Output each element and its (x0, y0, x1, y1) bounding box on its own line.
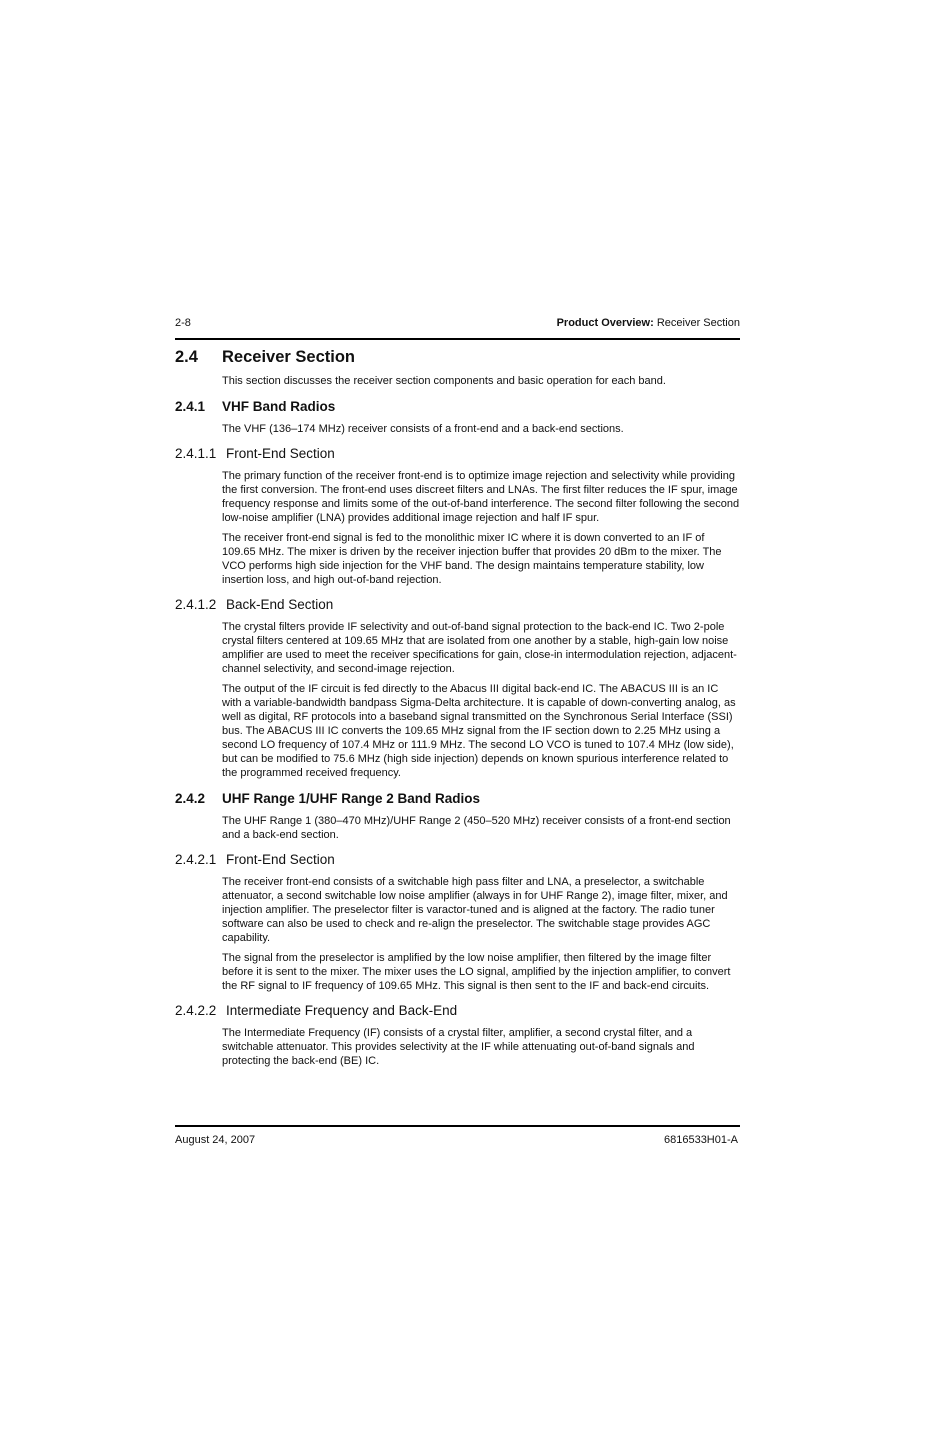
subsection-title: UHF Range 1/UHF Range 2 Band Radios (222, 791, 481, 806)
paragraph: The receiver front-end signal is fed to the monolithic mixer IC where it is down converted to an IF of 109.65 MHz. The mixer is driven by the receiver injection buffer that provides 20 dBm to the mixer. The VCO performs high side injection for the VHF band. The design maintains temperature stability, low insertion loss, and high out-of-band rejection. (222, 532, 722, 586)
subsubsection-heading (175, 445, 740, 463)
footer-date: August 24, 2007 (175, 1134, 256, 1146)
subsubsection-title: Front-End Section (226, 852, 335, 867)
paragraph: The crystal filters provide IF selectivity and out-of-band signal protection to the back-end IC. Two 2-pole crystal filters centered at 109.65 MHz that are isolated from one another by a stable, high-gain low noise amplifier are used to meet the receiver specifications for gain, close-in intermodulation rejection, adjacent-channel selectivity, and second-image rejection. (222, 621, 737, 675)
subsubsection-number: 2.4.2.1 (175, 852, 217, 867)
paragraph: The Intermediate Frequency (IF) consists of a crystal filter, amplifier, a second crystal filter, and a switchable attenuator. This provides selectivity at the IF while attenuating out-of-band signals and protecting the back-end (BE) IC. (222, 1027, 695, 1067)
subsubsection-number: 2.4.1.2 (175, 597, 217, 612)
subsubsection-heading (175, 851, 740, 869)
running-title (557, 317, 740, 329)
page-number: 2-8 (175, 317, 191, 329)
section-title: Receiver Section (222, 348, 355, 366)
subsubsection-heading (175, 596, 740, 614)
subsection-number: 2.4.2 (175, 791, 206, 806)
page-content (175, 346, 740, 1074)
subsubsection-heading (175, 1002, 740, 1020)
running-title-bold: Product Overview: (556, 317, 654, 329)
subsection-title: VHF Band Radios (222, 399, 336, 414)
paragraph: This section discusses the receiver section components and basic operation for each band. (222, 375, 666, 387)
subsubsection-number: 2.4.1.1 (175, 446, 217, 461)
running-title-rest: Receiver Section (653, 317, 740, 329)
page-header (175, 316, 740, 340)
subsubsection-title: Back-End Section (226, 597, 334, 612)
subsubsection-title: Front-End Section (226, 446, 335, 461)
paragraph: The VHF (136–174 MHz) receiver consists of a front-end and a back-end sections. (222, 423, 624, 435)
paragraph: The output of the IF circuit is fed directly to the Abacus III digital back-end IC. The ABACUS III is an IC with a variable-bandwidth bandpass Sigma-Delta architecture. It is capable of down-converting analog, as well as digital, RF protocols into a baseband signal transmitted on the Synchronous Serial Interface (SSI) bus. The ABACUS III IC converts the 109.65 MHz signal from the IF section down to 2.25 MHz using a second LO frequency of 107.4 MHz or 111.9 MHz. The second LO VCO is tuned to 107.4 MHz (low side), but can be modified to 75.6 MHz (high side injection) depends on known spurious interference related to the programmed received frequency. (222, 683, 736, 779)
subsubsection-title: Intermediate Frequency and Back-End (226, 1003, 458, 1018)
subsubsection-number: 2.4.2.2 (175, 1003, 217, 1018)
section-heading (175, 346, 740, 368)
paragraph: The signal from the preselector is amplified by the low noise amplifier, then filtered by the image filter before it is sent to the mixer. The mixer uses the LO signal, amplified by the injection amplifier, to convert the RF signal to IF frequency of 109.65 MHz. This signal is then sent to the IF and back-end circuits. (222, 952, 731, 992)
subsection-number: 2.4.1 (175, 399, 206, 414)
paragraph: The primary function of the receiver front-end is to optimize image rejection and selectivity while providing the first conversion. The front-end uses discreet filters and LNAs. The first filter reduces the IF spur, image frequency response and limits some of the out-of-band interference. The second filter following the second low-noise amplifier (LNA) provides additional image rejection and half IF spur. (222, 470, 740, 524)
section-number: 2.4 (175, 348, 198, 366)
page-footer (175, 1125, 740, 1151)
paragraph: The UHF Range 1 (380–470 MHz)/UHF Range 2 (450–520 MHz) receiver consists of a front-end section and a back-end section. (222, 815, 731, 841)
footer-doc-number: 6816533H01-A (663, 1134, 738, 1146)
subsection-heading (175, 790, 740, 808)
subsection-heading (175, 398, 740, 416)
paragraph: The receiver front-end consists of a switchable high pass filter and LNA, a preselector, a switchable attenuator, a second switchable low noise amplifier (always in for UHF Range 2), image filter, mixer, and injection amplifier. The preselector filter is varactor-tuned and is aligned at the factory. The radio tuner software can also be used to check and re-align the preselector. The switchable stage provides AGC capability. (222, 876, 728, 944)
